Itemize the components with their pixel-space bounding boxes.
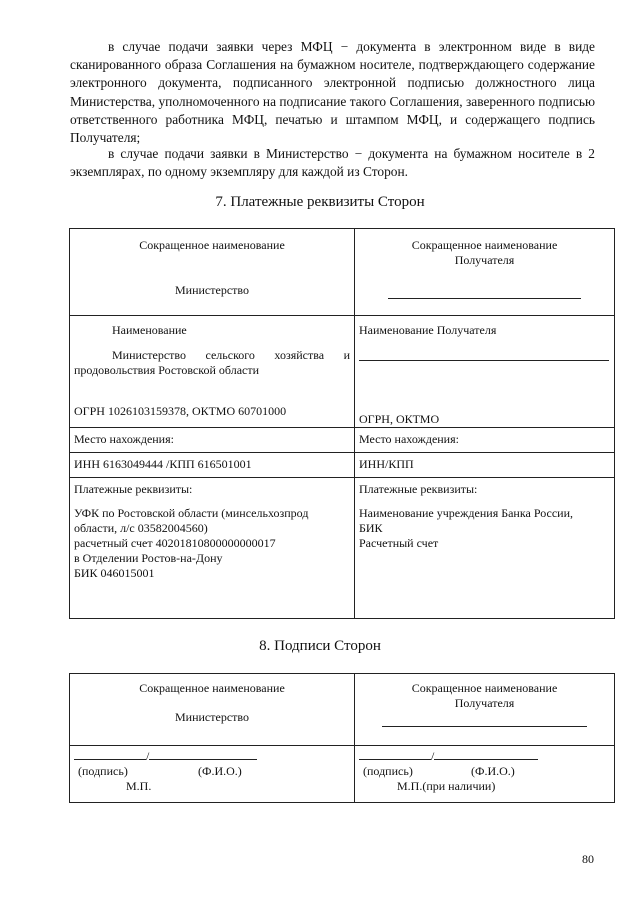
left-location: Место нахождения:: [70, 428, 355, 453]
left-payment-cell: [70, 478, 355, 619]
right-short-name-label: Сокращенное наименование: [411, 238, 558, 252]
left-short-name-cell: [70, 229, 355, 316]
left-name-label: Наименование: [112, 323, 187, 337]
right-sign-short-name-label-2: Получателя: [454, 696, 515, 710]
section-8-title: 8. Подписи Сторон: [259, 638, 381, 654]
right-payment-label: Платежные реквизиты:: [359, 482, 478, 496]
signatures-table: [69, 673, 615, 803]
paragraph-mfc: [70, 38, 595, 147]
right-signature-blank: [359, 758, 431, 760]
left-payment-line: расчетный счет 40201810800000000017: [74, 536, 276, 550]
left-signature-captions: [74, 764, 350, 779]
left-sign-label: (подпись): [78, 764, 128, 778]
left-fio-label: (Ф.И.О.): [198, 764, 242, 778]
left-payment-label: Платежные реквизиты:: [74, 482, 193, 496]
left-sign-short-name-value: Министерство: [175, 710, 249, 724]
right-sign-name-cell: [355, 674, 615, 746]
right-fio-blank: [434, 758, 538, 760]
right-short-name-label-2: Получателя: [454, 253, 515, 267]
right-payment-cell: [355, 478, 615, 619]
left-name-cell: [70, 316, 355, 428]
right-inn: ИНН/КПП: [355, 453, 615, 478]
left-signature-blank: [74, 758, 146, 760]
right-sign-label: (подпись): [363, 764, 413, 778]
right-short-name-blank: [388, 297, 581, 299]
left-signature-line: /: [74, 749, 350, 764]
left-ogrn: ОГРН 1026103159378, ОКТМО 60701000: [74, 404, 287, 418]
left-payment-lines: [74, 506, 350, 581]
right-signature-cell: [355, 746, 615, 803]
right-short-name-cell: [355, 229, 615, 316]
left-sign-short-name-label: Сокращенное наименование: [139, 681, 285, 695]
left-sign-name-cell: [70, 674, 355, 746]
right-payment-lines: [359, 506, 610, 551]
left-seal: М.П.: [126, 779, 152, 793]
left-name-line2: продовольствия Ростовской области: [74, 363, 260, 377]
left-payment-line: БИК 046015001: [74, 566, 155, 580]
right-signature-line: /: [359, 749, 610, 764]
paragraph-ministry-text: в случае подачи заявки в Министерство − документа на бумажном носителе в 2 экземплярах, по одному экземпляру для каждой из Сторон.: [70, 146, 595, 180]
right-ogrn: ОГРН, ОКТМО: [359, 412, 440, 426]
paragraph-mfc-text: в случае подачи заявки через МФЦ − документа в электронном виде в виде сканированного образа Соглашения на бумажном носителе, подтверждающего содержание электронного документа, подписанного электронной подписью должностного лица Министерства, уполномоченного на подписание такого Соглашения, заверенного подписью ответственного работника МФЦ, печатью и штампом МФЦ, и содержащего подпись Получателя;: [70, 39, 595, 146]
left-short-name-label: Сокращенное наименование: [139, 238, 285, 252]
right-name-cell: [355, 316, 615, 428]
left-inn: ИНН 6163049444 /КПП 616501001: [70, 453, 355, 478]
payment-details-table: [69, 228, 615, 619]
right-payment-line: БИК: [359, 521, 383, 535]
left-payment-line: УФК по Ростовской области (минсельхозпрод: [74, 506, 309, 520]
section-7-title: 7. Платежные реквизиты Сторон: [215, 194, 425, 210]
left-fio-blank: [149, 758, 257, 760]
right-signature-captions: [359, 764, 610, 779]
right-name-label: Наименование Получателя: [359, 323, 497, 337]
right-name-blank: [359, 359, 609, 361]
right-payment-line: Расчетный счет: [359, 536, 439, 550]
page-number: 80: [582, 852, 594, 866]
right-seal: М.П.(при наличии): [397, 779, 496, 793]
left-payment-line: области, л/с 03582004560): [74, 521, 208, 535]
right-payment-line: Наименование учреждения Банка России,: [359, 506, 573, 520]
right-sign-name-blank: [382, 725, 587, 727]
left-short-name-value: Министерство: [175, 283, 249, 297]
left-payment-line: в Отделении Ростов-на-Дону: [74, 551, 223, 565]
paragraph-ministry: [70, 145, 595, 181]
right-sign-short-name-label: Сокращенное наименование: [411, 681, 558, 695]
right-fio-label: (Ф.И.О.): [471, 764, 515, 778]
left-signature-cell: [70, 746, 355, 803]
right-location: Место нахождения:: [355, 428, 615, 453]
left-name-line1: Министерство сельского хозяйства и: [112, 348, 350, 362]
